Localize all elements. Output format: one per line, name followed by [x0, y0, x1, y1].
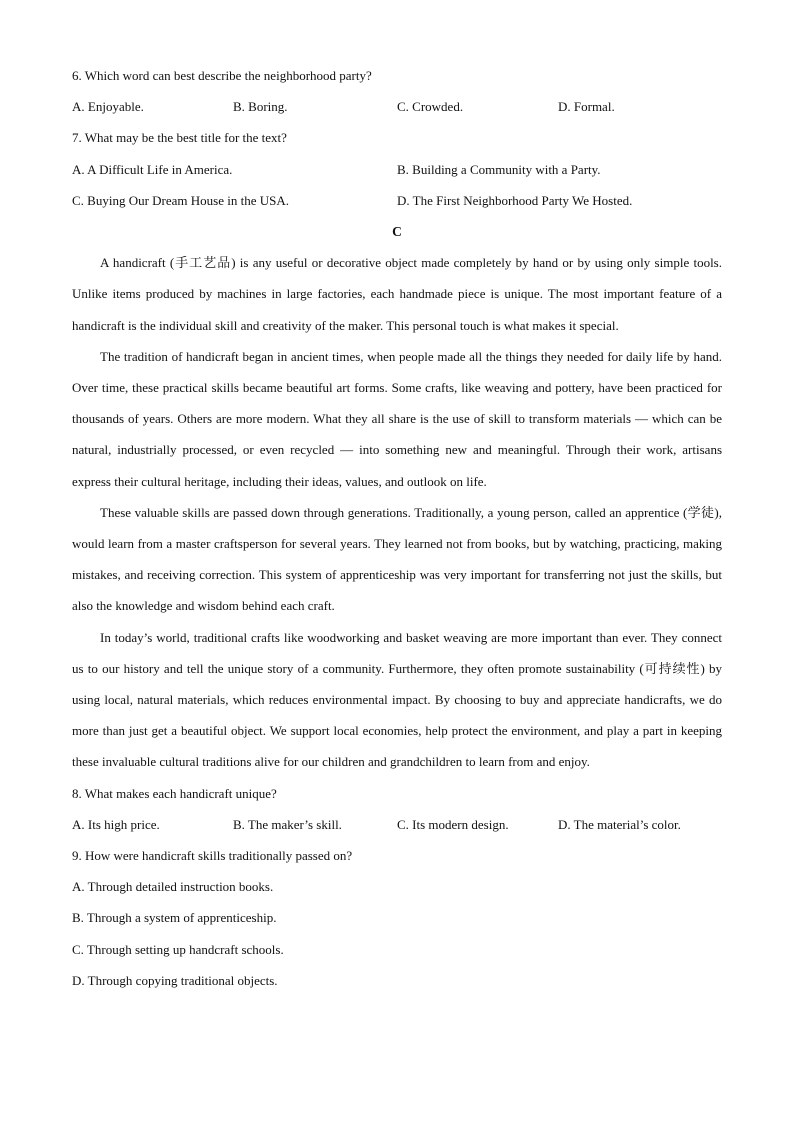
question-9-option-d[interactable]: D. Through copying traditional objects. — [72, 972, 278, 988]
question-6-options — [72, 91, 722, 122]
passage-paragraph-4: In today’s world, traditional crafts like woodworking and basket weaving are more important than ever. They connect us to our history and tell the unique story of a community. Furthermore, they often promote sustainability (可持续性) by using local, natural materials, which reduces environmental impact. By choosing to buy and appreciate handicrafts, we do more than just get a beautiful object. We support local economies, help protect the environment, and play a part in keeping these invaluable cultural traditions alive for our children and grandchildren to learn from and enjoy. — [72, 629, 722, 770]
question-7-stem: 7. What may be the best title for the text? — [72, 130, 287, 146]
passage-paragraph-3: These valuable skills are passed down through generations. Traditionally, a young person, called an apprentice (学徒), would learn from a master craftsperson for several years. They learned not from books, but by watching, practicing, making mistakes, and receiving correction. This system of apprenticeship was very important for transferring not just the skills, but also the knowledge and wisdom behind each craft. — [72, 504, 722, 614]
question-7-option-d[interactable]: D. The First Neighborhood Party We Hosted. — [397, 192, 633, 208]
question-7-option-c[interactable]: C. Buying Our Dream House in the USA. — [72, 192, 290, 208]
question-8-option-c[interactable]: C. Its modern design. — [397, 816, 509, 832]
question-6-option-c[interactable]: C. Crowded. — [397, 99, 464, 115]
question-8-option-b[interactable]: B. The maker’s skill. — [233, 816, 342, 832]
passage-paragraph-2: The tradition of handicraft began in ancient times, when people made all the things they needed for daily life by hand. Over time, these practical skills became beautiful art forms. Some crafts, like weaving and pottery, have been practiced for thousands of years. Others are more modern. What they all share is the use of skill to transform materials — which can be natural, industrially processed, or even recycled — into something new and meaningful. Through their work, artisans express their cultural heritage, including their ideas, values, and outlook on life. — [72, 348, 722, 489]
question-6-option-b[interactable]: B. Boring. — [233, 99, 288, 115]
question-9-option-a[interactable]: A. Through detailed instruction books. — [72, 879, 274, 895]
question-6-stem: 6. Which word can best describe the neighborhood party? — [72, 68, 372, 83]
question-8-option-d[interactable]: D. The material’s color. — [558, 816, 681, 832]
section-c-heading: C — [392, 223, 402, 239]
question-7-options-row-1 — [72, 154, 722, 185]
question-8-options — [72, 809, 722, 840]
question-8-stem: 8. What makes each handicraft unique? — [72, 785, 277, 801]
question-8-option-a[interactable]: A. Its high price. — [72, 816, 160, 832]
question-9-option-c[interactable]: C. Through setting up handcraft schools. — [72, 941, 284, 957]
question-9-stem: 9. How were handicraft skills traditionally passed on? — [72, 847, 353, 863]
question-7-option-a[interactable]: A. A Difficult Life in America. — [72, 161, 233, 177]
passage-paragraph-1: A handicraft (手工艺品) is any useful or decorative object made completely by hand or by using only simple tools. Unlike items produced by machines in large factories, each handmade piece is unique. The most important feature of a handicraft is the individual skill and creativity of the maker. This personal touch is what makes it special. — [72, 255, 722, 333]
question-6-option-d[interactable]: D. Formal. — [558, 99, 615, 115]
question-7-options-row-2 — [72, 185, 722, 216]
question-9-option-b[interactable]: B. Through a system of apprenticeship. — [72, 910, 277, 926]
question-6-option-a[interactable]: A. Enjoyable. — [72, 99, 144, 115]
question-7-option-b[interactable]: B. Building a Community with a Party. — [397, 161, 601, 177]
exam-page — [72, 60, 722, 996]
